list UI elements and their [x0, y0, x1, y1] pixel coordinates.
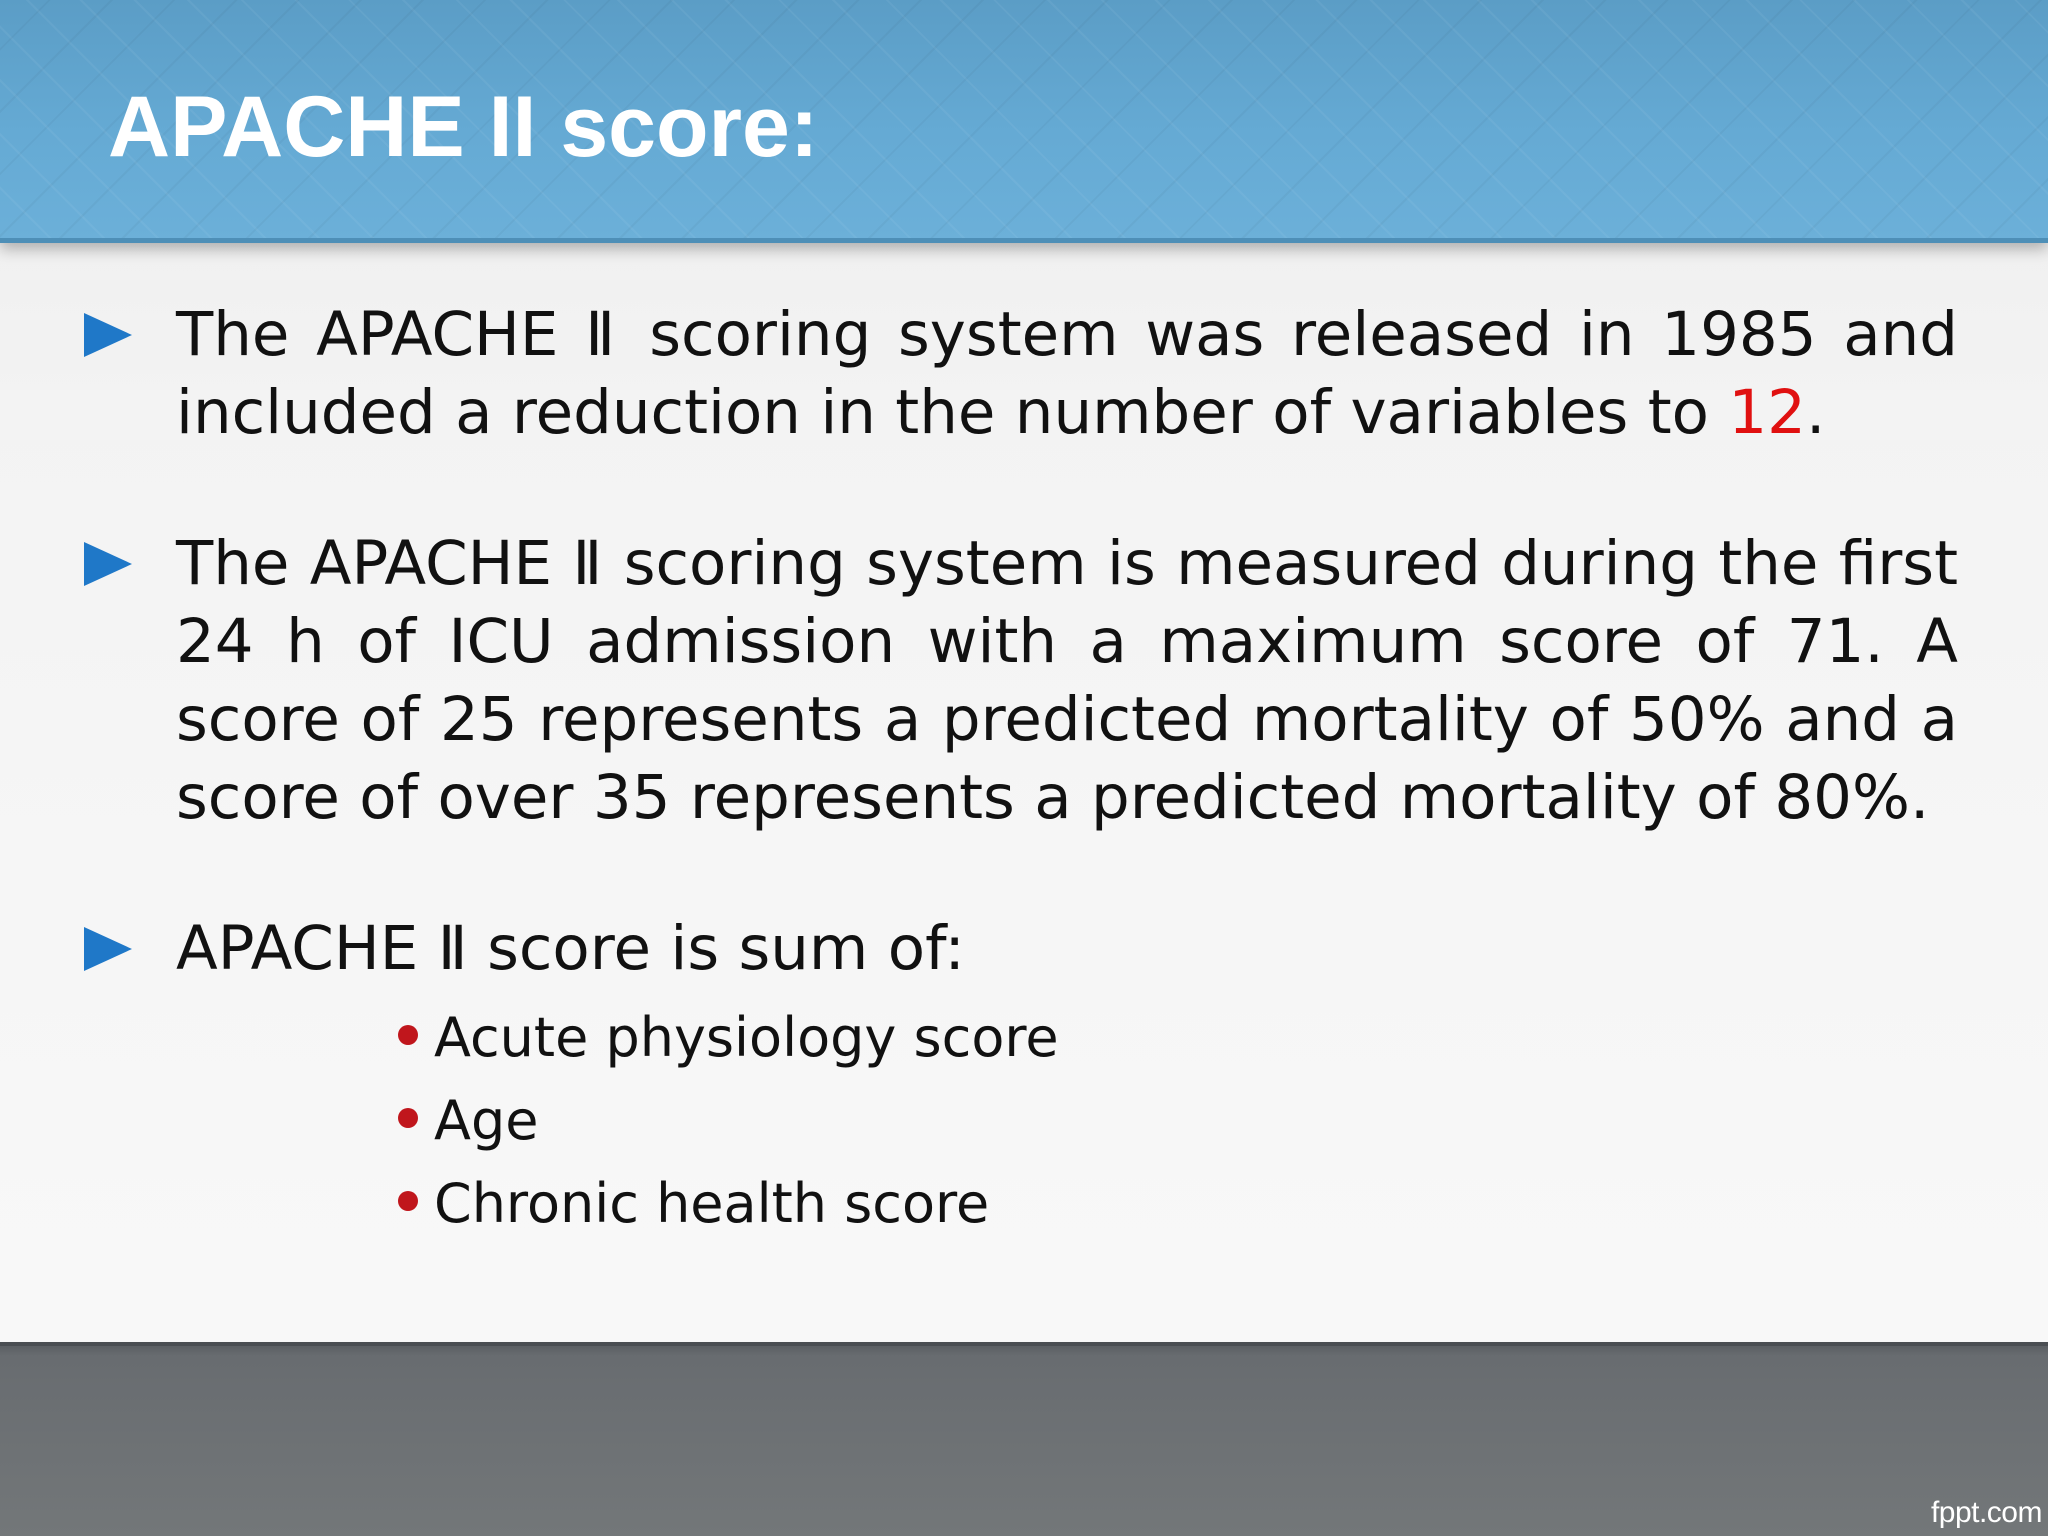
brand-watermark: fppt.com: [1930, 1496, 2042, 1529]
sub-bullet-list: [398, 998, 1059, 1247]
slide-footer: [0, 1342, 2048, 1536]
sub-item-chronic-health: [398, 1164, 1059, 1247]
sub-item-label: Chronic health score: [434, 1172, 990, 1235]
bullet-1-text: [176, 296, 1958, 452]
arrow-bullet-icon: [84, 313, 132, 357]
header-edge: [0, 238, 2048, 243]
bullet-1-period: .: [1805, 377, 1826, 448]
red-dot-icon: [398, 1191, 418, 1211]
sub-item-age: [398, 1081, 1059, 1164]
bullet-2-text: The APACHE Ⅱ scoring system is measured during the first 24 h of ICU admission with a maximum score of 71. A score of 25 represents a predicted mortality of 50% and a score of over 35 represents a predicted mortality of 80%.: [176, 528, 1958, 833]
slide-title: APACHE II score:: [108, 79, 819, 175]
bullet-3-text: APACHE Ⅱ score is sum of:: [176, 913, 965, 984]
sub-item-label: Age: [434, 1089, 539, 1152]
bullet-1-text-main: The APACHE Ⅱ scoring system was released in 1985 and included a reduction in the number of variables to: [176, 299, 1958, 448]
red-dot-icon: [398, 1025, 418, 1045]
variable-count-highlight: 12: [1728, 377, 1806, 448]
arrow-bullet-icon: [84, 927, 132, 971]
slide-header: [0, 0, 2048, 243]
sub-item-label: Acute physiology score: [434, 1006, 1059, 1069]
sub-item-acute-physiology: [398, 998, 1059, 1081]
arrow-bullet-icon: [84, 542, 132, 586]
footer-edge: [0, 1342, 2048, 1346]
red-dot-icon: [398, 1108, 418, 1128]
